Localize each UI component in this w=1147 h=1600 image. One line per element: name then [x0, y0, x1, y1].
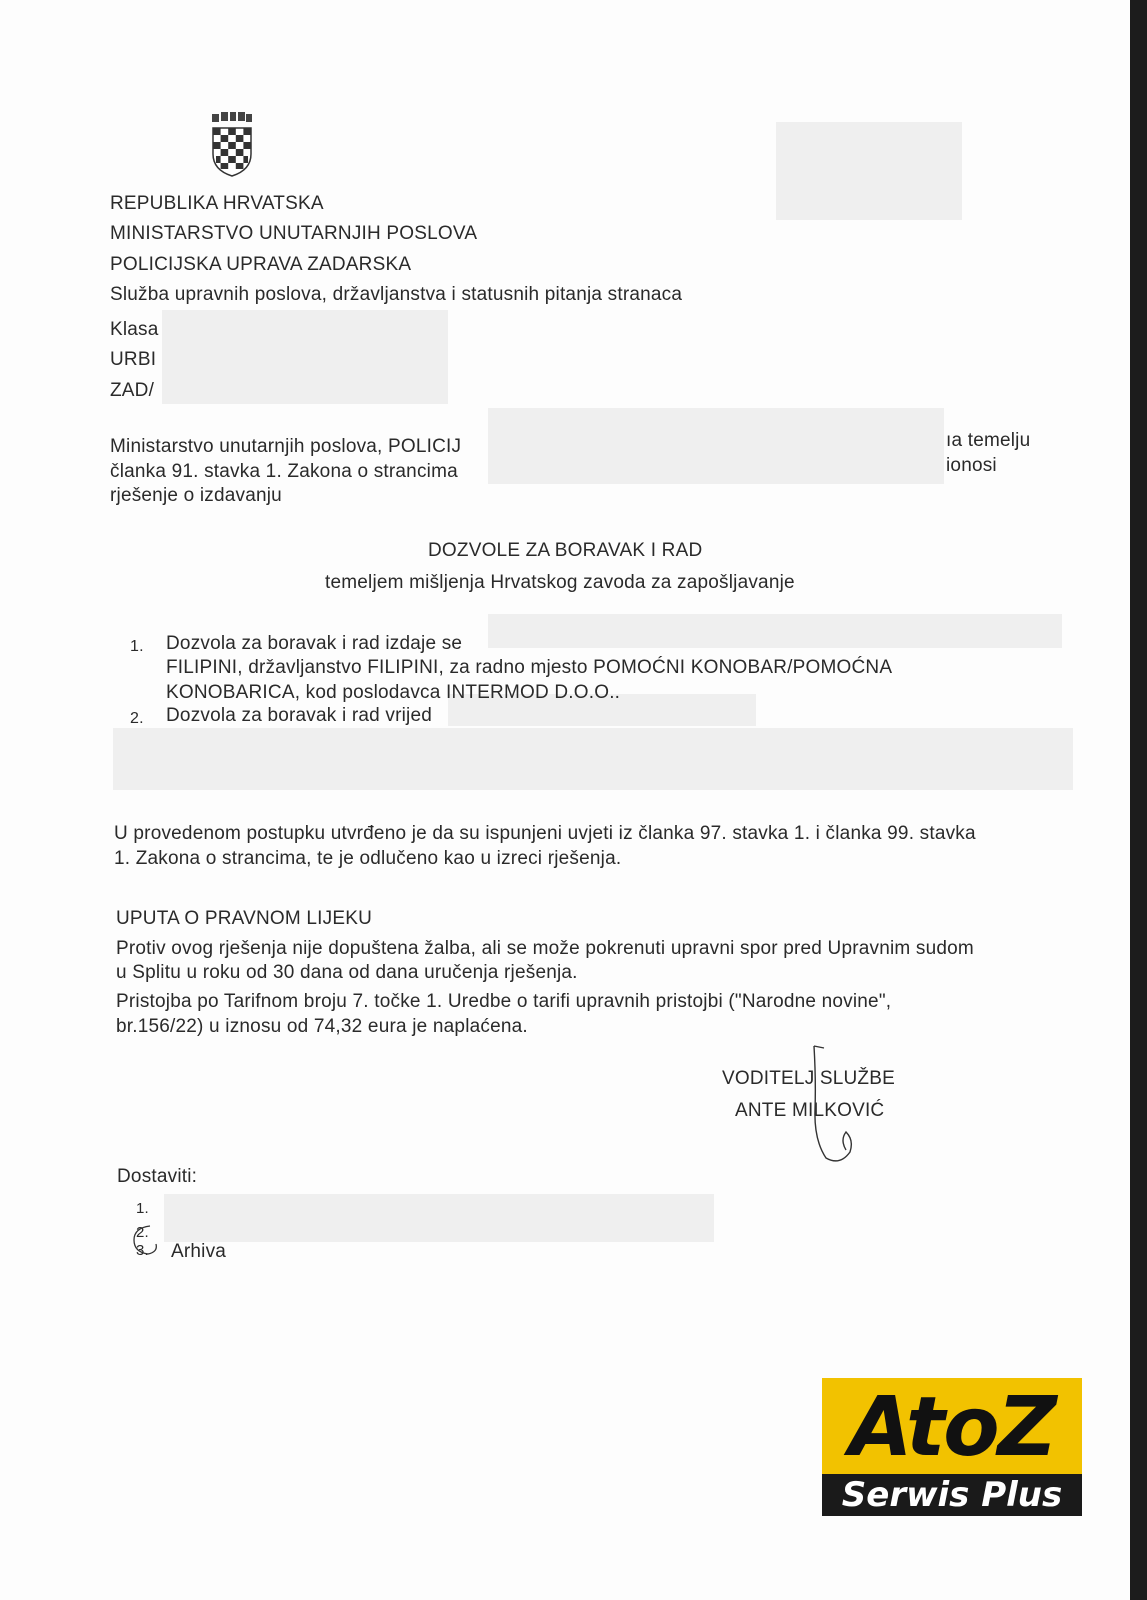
- intro-line-3: rješenje o izdavanju: [110, 485, 282, 506]
- findings-line-2: 1. Zakona o strancima, te je odlučeno kao u izreci rješenja.: [114, 848, 622, 869]
- intro-line-2-end: ionosi: [946, 455, 997, 476]
- redaction-block-applicant-name: [488, 614, 1062, 648]
- intro-line-1: Ministarstvo unutarnjih poslova, POLICIJ: [110, 436, 462, 457]
- intro-line-2: članka 91. stavka 1. Zakona o strancima: [110, 461, 458, 482]
- item-2-line-1: Dozvola za boravak i rad vrijed: [166, 705, 432, 726]
- item-1-line-3: KONOBARICA, kod poslodavca INTERMOD D.O.O..: [166, 682, 621, 703]
- intro-line-1-end: ıa temelju: [946, 430, 1031, 451]
- redaction-block-intro: [488, 408, 944, 484]
- fee-line-1: Pristojba po Tarifnom broju 7. točke 1. Uredbe o tarifi upravnih pristojbi ("Narodne novine",: [116, 991, 892, 1012]
- remedy-heading: UPUTA O PRAVNOM LIJEKU: [116, 908, 373, 929]
- logo-tagline: Serwis Plus: [841, 1475, 1063, 1515]
- reference-klasa: Klasa: [110, 319, 159, 340]
- redaction-block-top-right: [776, 122, 962, 220]
- item-1-line-1: Dozvola za boravak i rad izdaje se: [166, 633, 463, 654]
- delivery-label: Dostaviti:: [117, 1166, 198, 1187]
- remedy-line-1: Protiv ovog rješenja nije dopuštena žalba, ali se može pokrenuti upravni spor pred Upravnim sudom: [116, 938, 974, 959]
- logo-brand-text: AtoZ: [849, 1380, 1055, 1475]
- header-ministry: MINISTARSTVO UNUTARNJIH POSLOVA: [110, 223, 478, 244]
- header-republic: REPUBLIKA HRVATSKA: [110, 193, 324, 214]
- fee-line-2: br.156/22) u iznosu od 74,32 eura je naplaćena.: [116, 1016, 528, 1037]
- findings-line-1: U provedenom postupku utvrđeno je da su ispunjeni uvjeti iz članka 97. stavka 1. i članka 99. stavka: [114, 823, 976, 844]
- redaction-block-reference-numbers: [162, 310, 448, 404]
- delivery-number-2: 2.: [136, 1224, 149, 1241]
- signatory-title: VODITELJ SLUŽBE: [722, 1068, 895, 1089]
- decision-subtitle: temeljem mišljenja Hrvatskog zavoda za zapošljavanje: [325, 572, 795, 593]
- redaction-block-details: [113, 728, 1073, 790]
- item-number-1: 1.: [130, 638, 144, 655]
- redaction-block-delivery: [164, 1194, 714, 1242]
- header-police-department: POLICIJSKA UPRAVA ZADARSKA: [110, 254, 412, 275]
- delivery-archive: Arhiva: [171, 1241, 227, 1262]
- item-1-line-2: FILIPINI, državljanstvo FILIPINI, za radno mjesto POMOĆNI KONOBAR/POMOĆNA: [166, 657, 893, 678]
- scan-edge: [1130, 0, 1147, 1600]
- remedy-line-2: u Splitu u roku od 30 dana od dana uručenja rješenja.: [116, 962, 578, 983]
- handwritten-circle-mark: [130, 1222, 164, 1258]
- reference-place: ZAD/: [110, 380, 155, 401]
- reference-urbroj: URBI: [110, 349, 157, 370]
- atoz-watermark-logo: [822, 1378, 1082, 1516]
- decision-title: DOZVOLE ZA BORAVAK I RAD: [428, 540, 703, 561]
- header-service: Služba upravnih poslova, državljanstva i statusnih pitanja stranaca: [110, 284, 683, 305]
- handwritten-signature: [810, 1040, 870, 1170]
- delivery-number-1: 1.: [136, 1200, 149, 1217]
- croatian-coat-of-arms-icon: [210, 112, 254, 178]
- delivery-number-3: 3.: [136, 1242, 149, 1259]
- signatory-name: ANTE MILKOVIĆ: [735, 1100, 885, 1121]
- item-number-2: 2.: [130, 710, 144, 727]
